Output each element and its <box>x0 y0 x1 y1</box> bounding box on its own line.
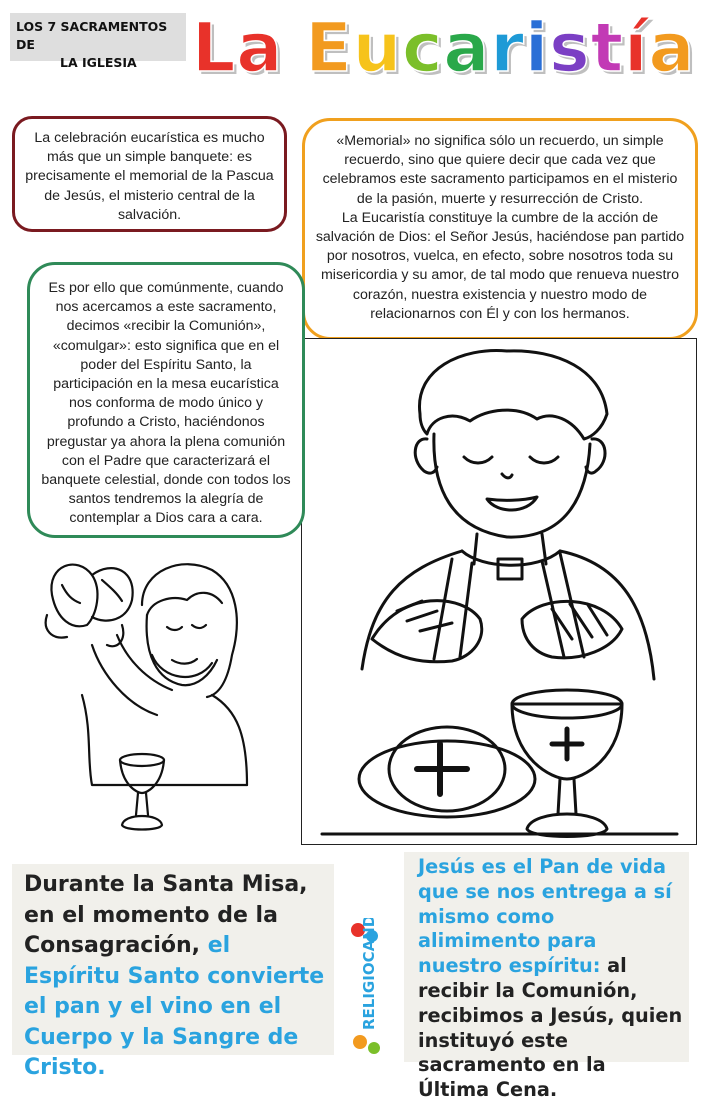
priest-illustration <box>302 339 696 844</box>
brand-name: RELIGIOCANDO <box>360 918 378 1030</box>
intro-text-box <box>12 116 287 232</box>
jesus-breaking-bread-drawing <box>32 545 262 845</box>
title-letter: r <box>490 9 525 88</box>
priest-illustration-frame <box>301 338 697 845</box>
title-letter: a <box>648 9 696 88</box>
communion-text: Es por ello que comúnmente, cuando nos acercamos a este sacramento, decimos «recibir la Comunión», «comulgar»: esto significa que en el poder del Espíritu Santo, la participación en la mesa eucarística nos conforma de modo único y profundo a Cristo, haciéndonos pregustar ya ahora la plena comunión con el Padre que caracterizará el banquete celestial, donde con todos los santos tendremos la alegría de contemplar a Dios cara a cara. <box>41 280 291 527</box>
bread-of-life-panel <box>404 852 689 1102</box>
series-label-line1: LOS 7 SACRAMENTOS DE <box>16 19 168 52</box>
consecration-highlight: el Espíritu Santo convierte el pan y el vino en el Cuerpo y la Sangre de Cristo. <box>24 933 325 1080</box>
series-label <box>10 13 186 70</box>
memorial-text-box <box>302 118 698 340</box>
title-letter: i <box>524 9 550 88</box>
memorial-paragraph: «Memorial» no significa sólo un recuerdo, un simple recuerdo, sino que quiere decir que cada vez que celebramos este sacramento participamos en el misterio de la pasión, muerte y resurrección de Cristo. <box>322 133 678 207</box>
title-letter: c <box>402 9 444 88</box>
page-title <box>192 4 696 94</box>
title-letter: L <box>192 9 237 88</box>
title-letter: a <box>443 9 491 88</box>
title-letter: t <box>590 9 625 88</box>
series-label-line2: LA IGLESIA <box>60 55 137 70</box>
bread-of-life-highlight: Jesús es el Pan de vida que se nos entrega a sí mismo como alimimento para nuestro espíritu: <box>418 855 672 978</box>
bread-of-life-text: al recibir la Comunión, recibimos a Jesús, quien instituyó este sacramento en la Última Cena. <box>418 954 683 1102</box>
consecration-panel <box>12 864 334 1080</box>
title-letter: E <box>305 9 353 88</box>
title-letter: í <box>624 9 649 88</box>
title-letter: u <box>352 9 403 88</box>
communion-text-box <box>27 262 305 538</box>
title-letter: a <box>236 9 284 88</box>
religiocando-logo <box>344 918 390 1058</box>
summit-paragraph: La Eucaristía constituye la cumbre de la acción de salvación de Dios: el Señor Jesús, haciéndose pan partido por nosotros, vuelca, en efecto, sobre nosotros toda su misericordia y su amor, de tal modo que renueva nuestro corazón, nuestra existencia y nuestro modo de relacionarnos con Él y con los hermanos. <box>315 209 685 322</box>
intro-text: La celebración eucarística es mucho más que un simple banquete: es precisamente el memorial de la Pascua de Jesús, el misterio central de la salvación. <box>25 130 274 223</box>
title-letter: s <box>549 9 591 88</box>
jesus-illustration <box>32 545 262 845</box>
consecration-text: Durante la Santa Misa, en el momento de la Consagración, <box>24 872 308 958</box>
